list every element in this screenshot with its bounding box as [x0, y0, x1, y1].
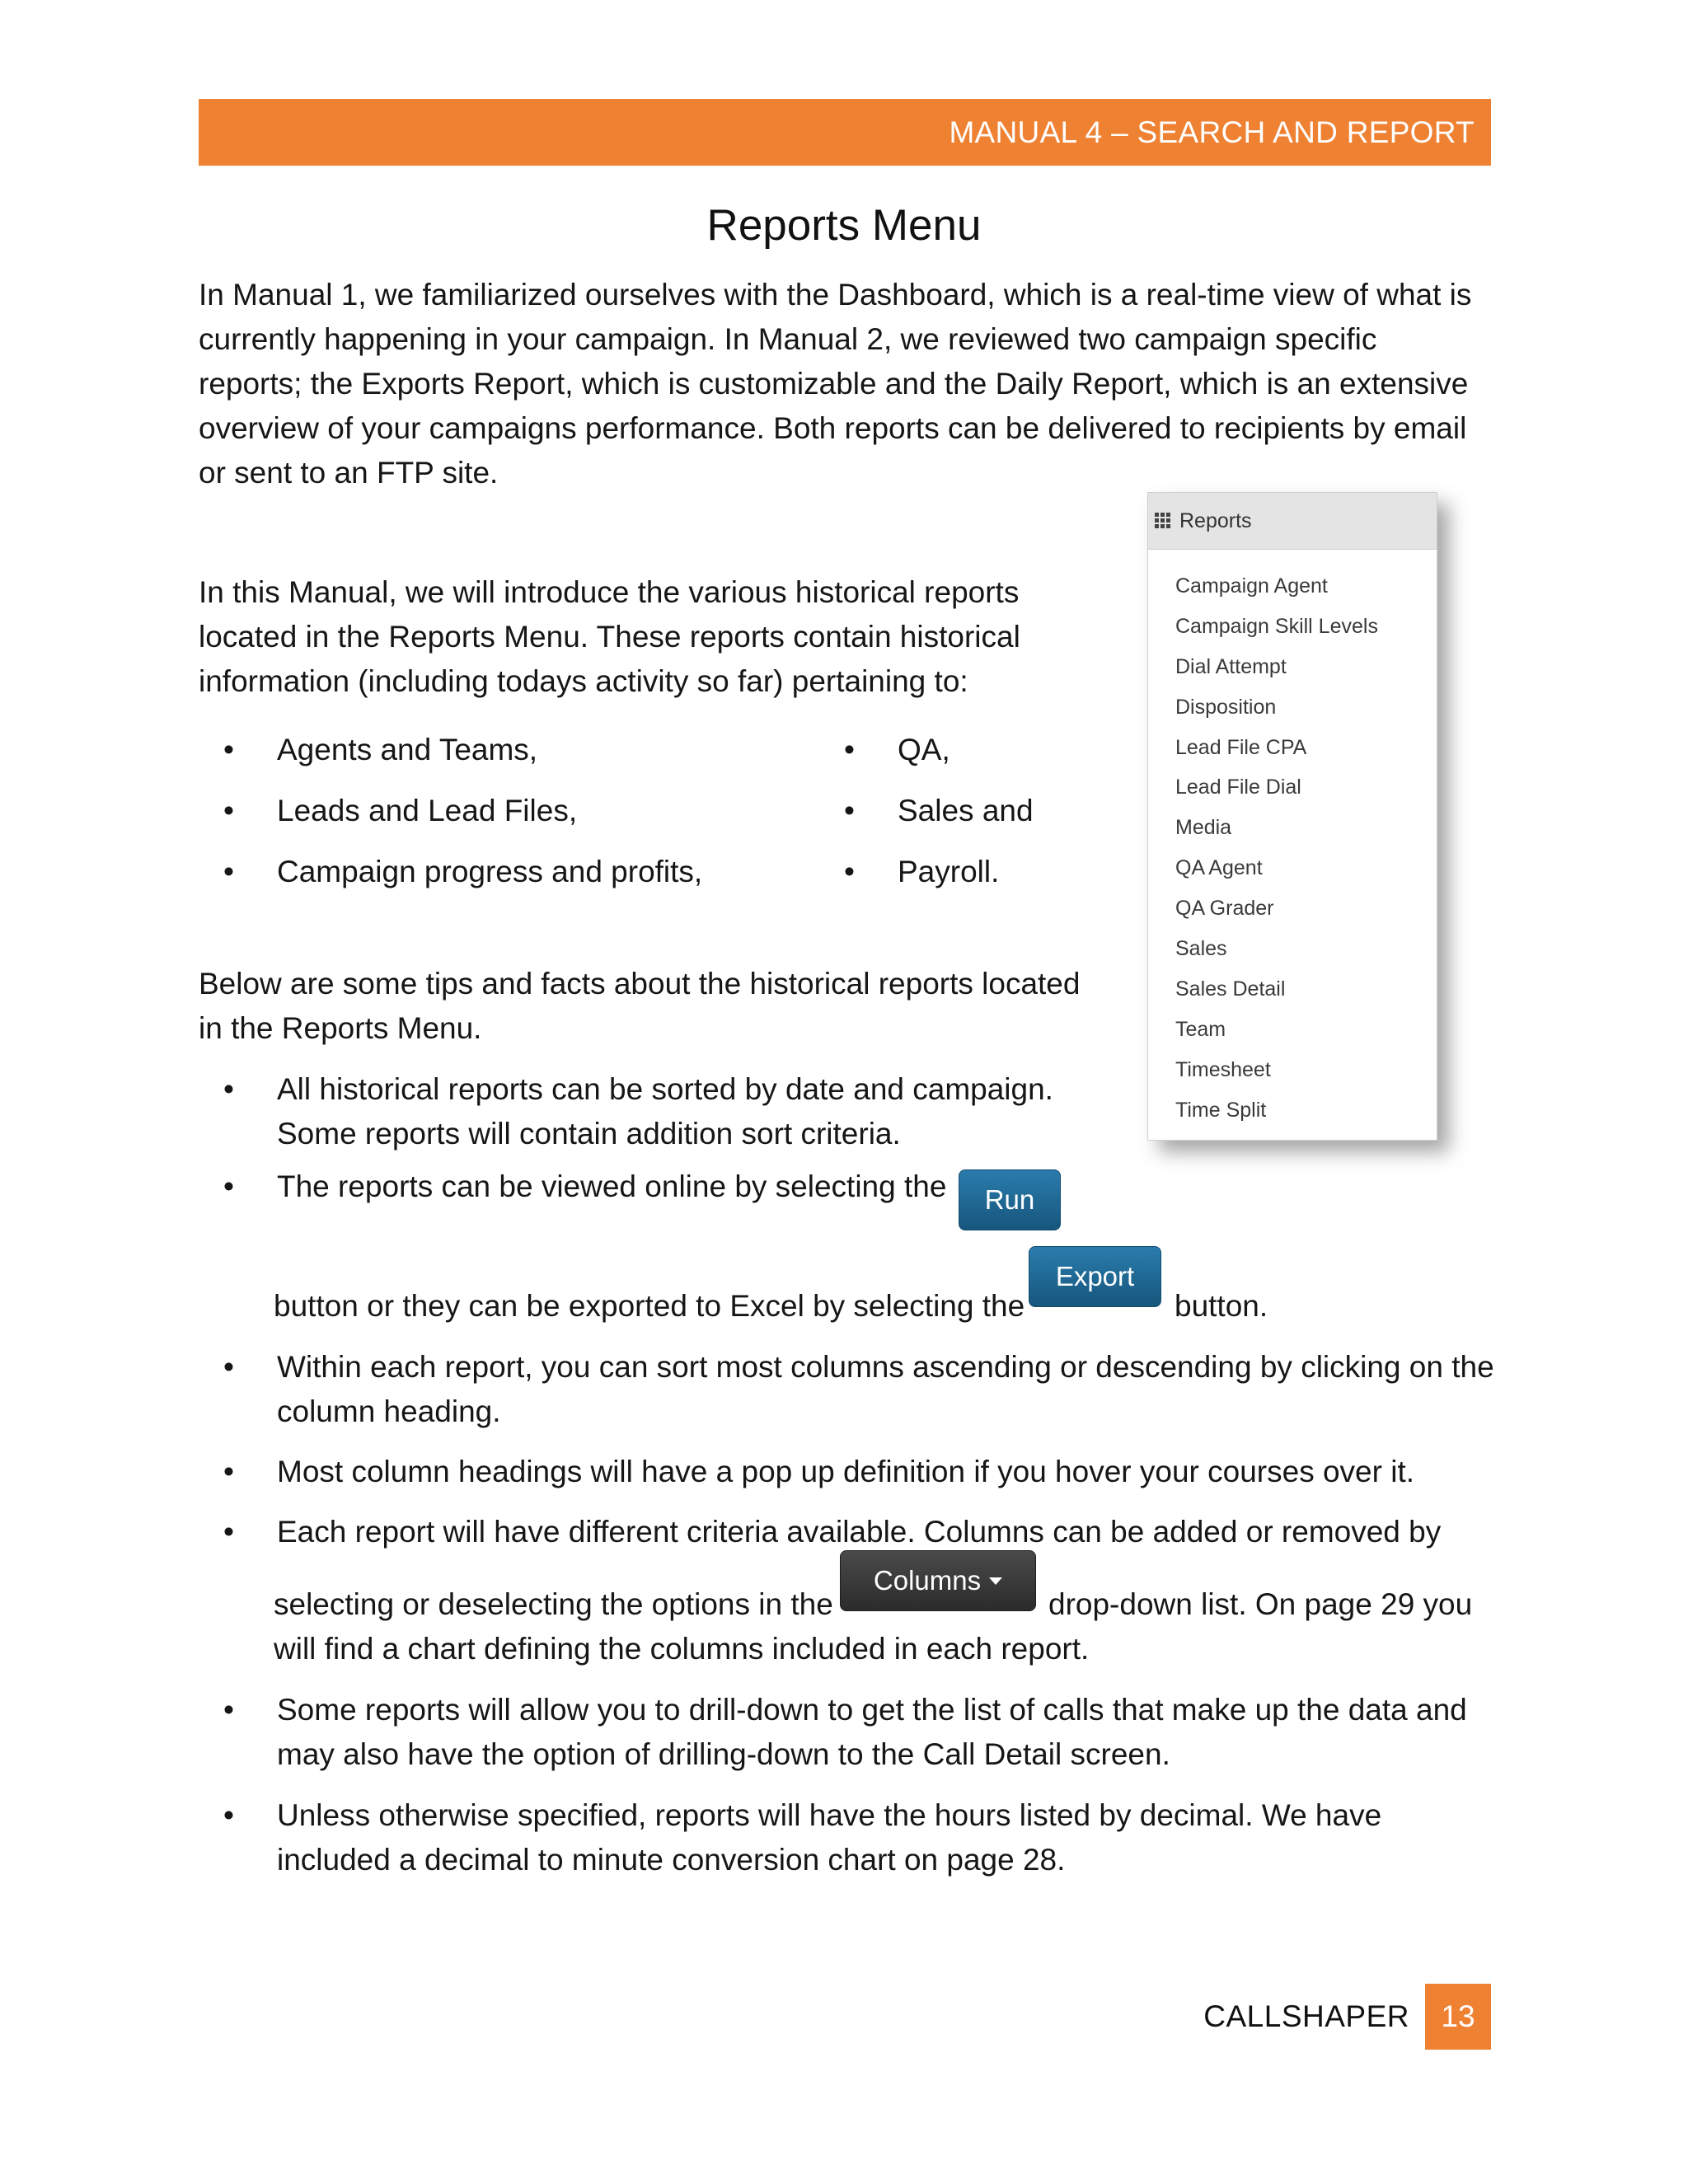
- tip-list: [202, 1345, 1496, 1494]
- tip-button-suffix: [1175, 1284, 1268, 1329]
- tips-intro-paragraph: [199, 962, 1146, 1051]
- manual-intro-line: information (including todays activity so far) pertaining to:: [199, 664, 968, 698]
- menu-item-lead-file-cpa[interactable]: Lead File CPA: [1175, 735, 1307, 759]
- tip-item: • Within each report, you can sort most columns ascending or descending by clicking on the column heading.: [202, 1345, 1496, 1434]
- reports-menu-header[interactable]: [1148, 493, 1437, 550]
- columns-dropdown-button[interactable]: [840, 1550, 1036, 1611]
- tips-intro-line: Below are some tips and facts about the historical reports located: [199, 967, 1081, 1001]
- run-button-label: Run: [984, 1184, 1035, 1215]
- menu-item-disposition[interactable]: Disposition: [1175, 695, 1277, 719]
- page-footer: [1203, 1984, 1491, 2050]
- bullet-glyph: •: [223, 1515, 234, 1549]
- export-button[interactable]: [1029, 1246, 1161, 1307]
- topics-left-list: [202, 719, 702, 902]
- page-number: 13: [1425, 1984, 1491, 2050]
- tip-columns-text: drop-down list. On page 29 you: [1048, 1587, 1473, 1621]
- topic-item: • Agents and Teams,: [202, 719, 702, 780]
- tip-columns-line2: [274, 1582, 833, 1627]
- intro-line: reports; the Exports Report, which is customizable and the Daily Report, which is an extensive: [199, 367, 1469, 401]
- run-button[interactable]: [959, 1169, 1061, 1230]
- intro-line: currently happening in your campaign. In Manual 2, we reviewed two campaign specific: [199, 322, 1377, 356]
- reports-menu-list: [1148, 550, 1437, 1130]
- topic-item: • QA,: [823, 719, 1034, 780]
- reports-menu: [1147, 492, 1437, 1141]
- tip-item: • Most column headings will have a pop up definition if you hover your courses over it.: [202, 1450, 1496, 1494]
- menu-item-sales[interactable]: Sales: [1175, 937, 1227, 961]
- tip-run-text: The reports can be viewed online by selecting the: [277, 1169, 947, 1203]
- intro-line: or sent to an FTP site.: [199, 456, 499, 490]
- page-title: Reports Menu: [706, 201, 982, 250]
- tip-columns-text: selecting or deselecting the options in the: [274, 1587, 833, 1621]
- bullet-glyph: •: [223, 1169, 234, 1203]
- tips-intro-line: in the Reports Menu.: [199, 1011, 482, 1045]
- tip-line: Some reports will contain addition sort criteria.: [277, 1117, 901, 1151]
- reports-menu-title: Reports: [1179, 509, 1252, 532]
- tip-list: [202, 1688, 1488, 1882]
- menu-item-team[interactable]: Team: [1175, 1017, 1226, 1041]
- topic-item: • Leads and Lead Files,: [202, 780, 702, 841]
- columns-button-label: Columns: [873, 1565, 982, 1596]
- menu-item-campaign-agent[interactable]: Campaign Agent: [1175, 574, 1328, 598]
- caret-down-icon: [989, 1577, 1002, 1585]
- header-bar: [199, 99, 1491, 166]
- footer-brand: CALLSHAPER: [1203, 1999, 1409, 2033]
- tip-item: • Unless otherwise specified, reports will have the hours listed by decimal. We have included a decimal to minute conversion chart on page 28.: [202, 1793, 1488, 1882]
- manual-title: MANUAL 4 – SEARCH AND REPORT: [949, 115, 1475, 149]
- manual-intro-line: located in the Reports Menu. These reports contain historical: [199, 620, 1020, 654]
- topic-item: • Payroll.: [823, 841, 1034, 902]
- intro-paragraph: [199, 273, 1501, 495]
- menu-item-qa-agent[interactable]: QA Agent: [1175, 856, 1263, 880]
- menu-item-dial-attempt[interactable]: Dial Attempt: [1175, 654, 1287, 678]
- tip-columns-line3: [274, 1627, 1089, 1671]
- tip-line: • All historical reports can be sorted by date and campaign.: [277, 1072, 1053, 1106]
- menu-item-media[interactable]: Media: [1175, 816, 1232, 840]
- menu-item-time-split[interactable]: Time Split: [1175, 1098, 1267, 1122]
- tip-export-text: button or they can be exported to Excel by selecting the: [274, 1289, 1025, 1323]
- grid-icon: [1155, 513, 1171, 529]
- menu-item-sales-detail[interactable]: Sales Detail: [1175, 977, 1286, 1001]
- manual-intro-paragraph: [199, 570, 1105, 704]
- intro-line: In Manual 1, we familiarized ourselves with the Dashboard, which is a real-time view of what is: [199, 278, 1472, 312]
- menu-item-qa-grader[interactable]: QA Grader: [1175, 897, 1274, 921]
- topic-item: • Sales and: [823, 780, 1034, 841]
- export-button-label: Export: [1055, 1261, 1135, 1291]
- tip-columns-text: will find a chart defining the columns included in each report.: [274, 1632, 1090, 1666]
- topic-item: • Campaign progress and profits,: [202, 841, 702, 902]
- intro-line: overview of your campaigns performance. Both reports can be delivered to recipients by email: [199, 411, 1467, 445]
- menu-item-lead-file-dial[interactable]: Lead File Dial: [1175, 776, 1301, 799]
- manual-intro-line: In this Manual, we will introduce the various historical reports: [199, 575, 1020, 609]
- tip-columns-text: Each report will have different criteria available. Columns can be added or removed by: [277, 1515, 1442, 1549]
- menu-item-timesheet[interactable]: Timesheet: [1175, 1057, 1271, 1081]
- tip-columns-line2-end: [1048, 1582, 1472, 1627]
- topics-right-list: [823, 719, 1034, 902]
- tip-item: • Some reports will allow you to drill-down to get the list of calls that make up the data and may also have the option of drilling-down to the Call Detail screen.: [202, 1688, 1488, 1777]
- tip-button-suffix-text: button.: [1175, 1289, 1268, 1323]
- menu-item-campaign-skill-levels[interactable]: Campaign Skill Levels: [1175, 614, 1378, 638]
